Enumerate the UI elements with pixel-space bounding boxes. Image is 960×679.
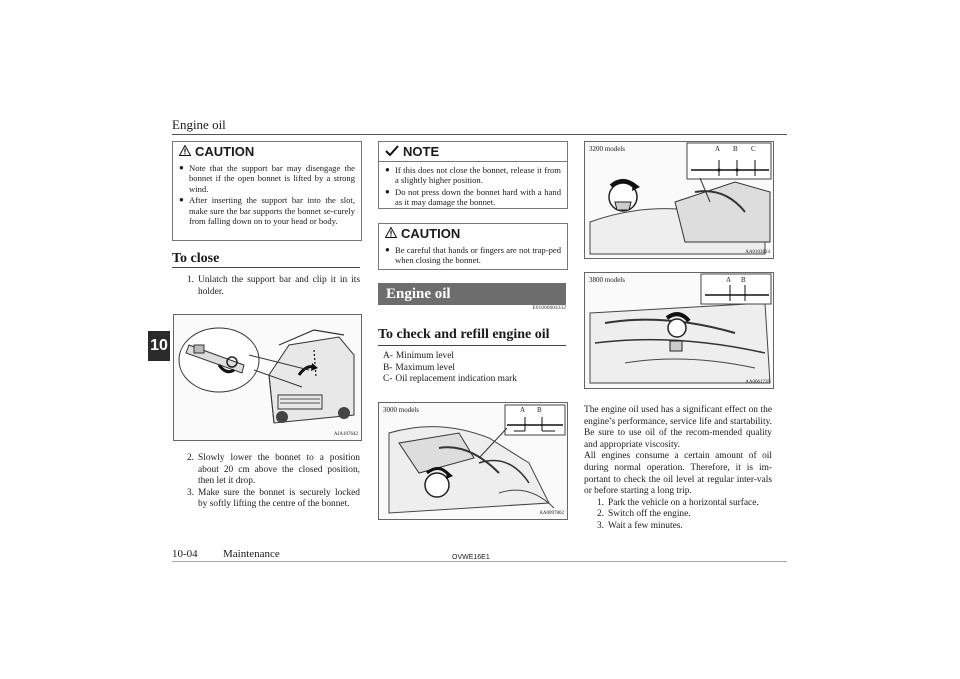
step-3: 3. Make sure the bonnet is securely locked by softly lifting the centre of the bonnet. — [186, 487, 360, 510]
step: 2. Switch off the engine. — [596, 509, 691, 520]
bullet-icon: ● — [179, 163, 184, 172]
paragraph-oil-effect: The engine oil used has a significant effect on the engine’s performance, service life and startability. Be sure to use oil of the recom-mended quality and appropriate viscosity. — [584, 405, 772, 450]
legend-item: C- Oil replacement indication mark — [383, 374, 517, 385]
note-item: ● If this does not close the bonnet, release it from a slightly higher position. — [385, 165, 561, 186]
header-rule — [172, 134, 787, 135]
page-header-title: Engine oil — [172, 117, 226, 132]
warning-triangle-icon — [385, 226, 397, 241]
bullet-icon: ● — [385, 245, 390, 254]
footer-page-number: 10-04 — [172, 548, 198, 560]
engine-3200-figure — [584, 141, 774, 259]
step: 1. Park the vehicle on a horizontal surface. — [596, 497, 759, 508]
engine-3000-figure — [378, 402, 568, 520]
footer-section: Maintenance — [223, 548, 280, 560]
figure-code: AA0103824 — [745, 250, 770, 255]
figure-code: AJA107642 — [333, 432, 358, 437]
bullet-icon: ● — [385, 165, 390, 174]
note-body — [379, 162, 567, 215]
to-close-steps-2-3 — [180, 453, 360, 511]
bullet-icon: ● — [179, 195, 184, 205]
footer-code: OVWE16E1 — [452, 554, 490, 561]
level-legend — [383, 351, 566, 386]
legend-item: A- Minimum level — [383, 351, 454, 361]
paragraph-oil-consumption: All engines consume a certain amount of oil during normal operation. Therefore, it is im-portant to check the oil level at regular inter-vals or before starting a long trip. — [584, 451, 772, 497]
right-text — [584, 405, 772, 533]
section-code: E01000604332 — [532, 305, 566, 311]
to-close-heading: To close — [172, 251, 220, 266]
legend-item: B- Maximum level — [383, 362, 455, 373]
to-close-step-1: 1. Unlatch the support bar and clip it in its holder. — [186, 275, 360, 297]
figure-code: AA0097802 — [539, 511, 564, 516]
figure-code: AA0061739 — [745, 380, 770, 385]
footer-rule — [172, 561, 787, 562]
marker-a-label: A — [715, 145, 721, 153]
check-steps — [584, 498, 772, 533]
warning-triangle-icon — [179, 144, 191, 159]
caution-item: ● Note that the support bar may disengage the bonnet if the open bonnet is lifted by a strong wind. — [179, 163, 355, 194]
caution-title-2: CAUTION — [401, 226, 461, 241]
marker-c-label: C — [751, 145, 756, 153]
bullet-icon: ● — [385, 186, 390, 196]
caution-body-2 — [379, 243, 567, 273]
caution-item: ● After inserting the support bar into the slot, make sure the bar supports the bonnet se-curely from falling down on to your head or body. — [179, 195, 355, 227]
chapter-tab: 10 — [148, 331, 170, 361]
caution-body-1 — [173, 161, 361, 233]
check-refill-heading: To check and refill engine oil — [378, 327, 550, 342]
marker-a-label: A — [726, 276, 732, 284]
step: 3. Wait a few minutes. — [596, 520, 683, 531]
note-item: ● Do not press down the bonnet hard with a hand as it may damage the bonnet. — [385, 186, 561, 208]
note-box — [378, 141, 568, 209]
caution-box-2 — [378, 223, 568, 270]
marker-b-label: B — [741, 276, 746, 284]
figure-model-label: 3800 models — [589, 276, 625, 284]
to-close-rule — [172, 267, 360, 268]
caution-title-1: CAUTION — [195, 144, 255, 159]
marker-a-label: A — [520, 406, 526, 414]
note-title: NOTE — [403, 144, 440, 159]
caution-item: ● Be careful that hands or fingers are not trap-ped when closing the bonnet. — [385, 245, 561, 266]
engine-oil-band: Engine oil — [378, 283, 566, 305]
marker-b-label: B — [537, 406, 542, 414]
note-header — [379, 142, 567, 162]
figure-model-label: 3200 models — [589, 145, 625, 153]
caution-header-1 — [173, 142, 361, 161]
engine-3800-figure — [584, 272, 774, 389]
caution-box-1 — [172, 141, 362, 241]
marker-b-label: B — [733, 145, 738, 153]
step-2: 2. Slowly lower the bonnet to a position about 20 cm above the closed position, then let it drop. — [186, 453, 360, 487]
bonnet-closing-figure — [173, 314, 362, 441]
note-check-icon — [385, 144, 399, 159]
caution-header-2 — [379, 224, 567, 243]
check-refill-rule — [378, 345, 566, 346]
figure-model-label: 3000 models — [383, 406, 419, 414]
